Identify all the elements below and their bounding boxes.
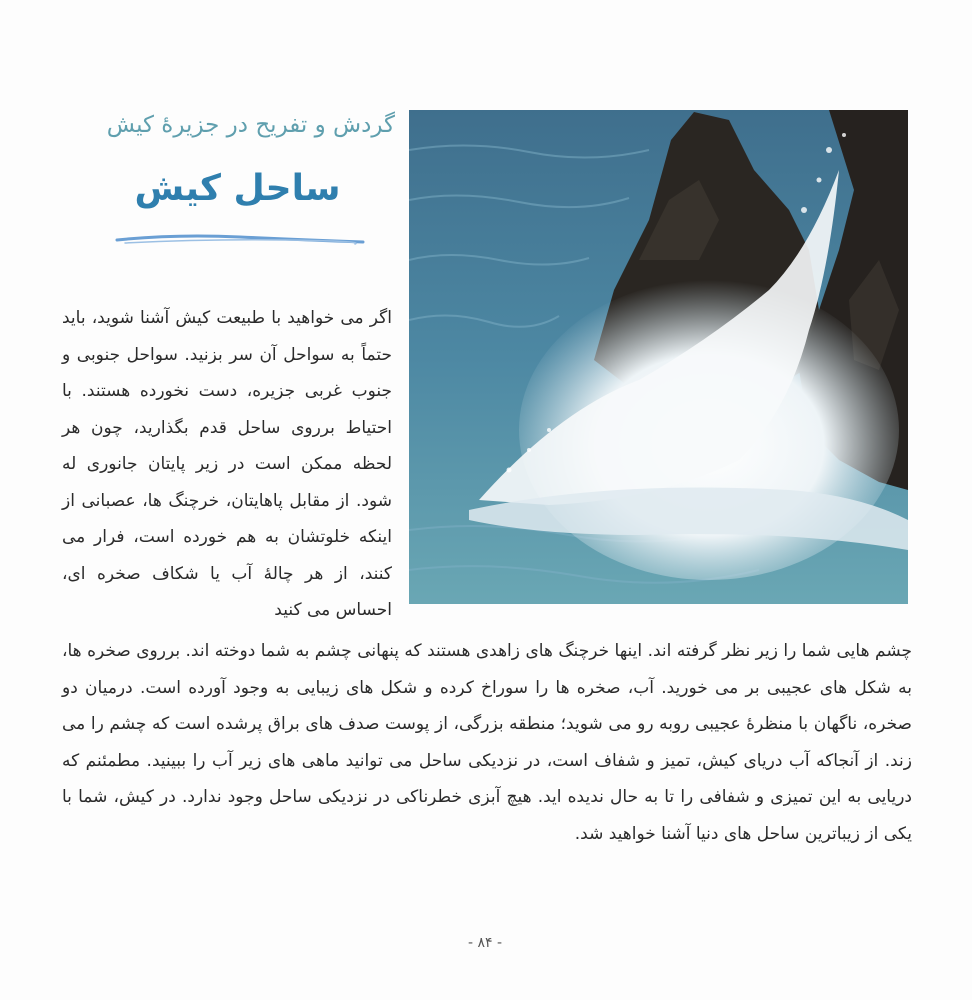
sea-wave-rocks-photo	[409, 110, 908, 604]
page-title: ساحل کیش	[134, 168, 341, 209]
page-number: - ۸۴ -	[467, 935, 503, 951]
body-paragraph: چشم هایی شما را زیر نظر گرفته اند. اینها خرچنگ های زاهدی هستند که پنهانی چشم به شما دوخته اند. برروی صخره ها، به شکل های عجیبی بر می خورید. آب، صخره ها را سوراخ کرده و شکل های زیبایی به وجود آورده است. درمیان دو صخره، ناگهان با منظرهٔ عجیبی روبه رو می شوید؛ منطقه بزرگی، از پوست صدف های براق پرشده است که چشم را می زند. از آنجاکه آب دریای کیش، تمیز و شفاف است، در نزدیکی ساحل می توانید ماهی های زیر آب را ببینید. مطمئنم که دریایی به این تمیزی و شفافی را تا به حال ندیده اید. هیچ آبزی خطرناکی در نزدیکی ساحل وجود ندارد. در کیش، شما با یکی از زیباترین ساحل های دنیا آشنا خواهید شد.	[62, 641, 912, 844]
section-subtitle: گردش و تفریح در جزیرهٔ کیش	[106, 112, 395, 138]
intro-paragraph: اگر می خواهید با طبیعت کیش آشنا شوید، باید حتماً به سواحل آن سر بزنید. سواحل جنوبی و جنوب غربی جزیره، دست نخورده هستند. با احتیاط برروی ساحل قدم بگذارید، چون هر لحظه ممکن است در زیر پایتان جانوری له شود. از مقابل پاهایتان، خرچنگ ها، عصبانی از اینکه خلوتشان به هم خورده است، فرار می کنند، از هر چالهٔ آب یا شکاف صخره ای، احساس می کنید	[62, 308, 392, 620]
title-underline	[115, 230, 365, 248]
